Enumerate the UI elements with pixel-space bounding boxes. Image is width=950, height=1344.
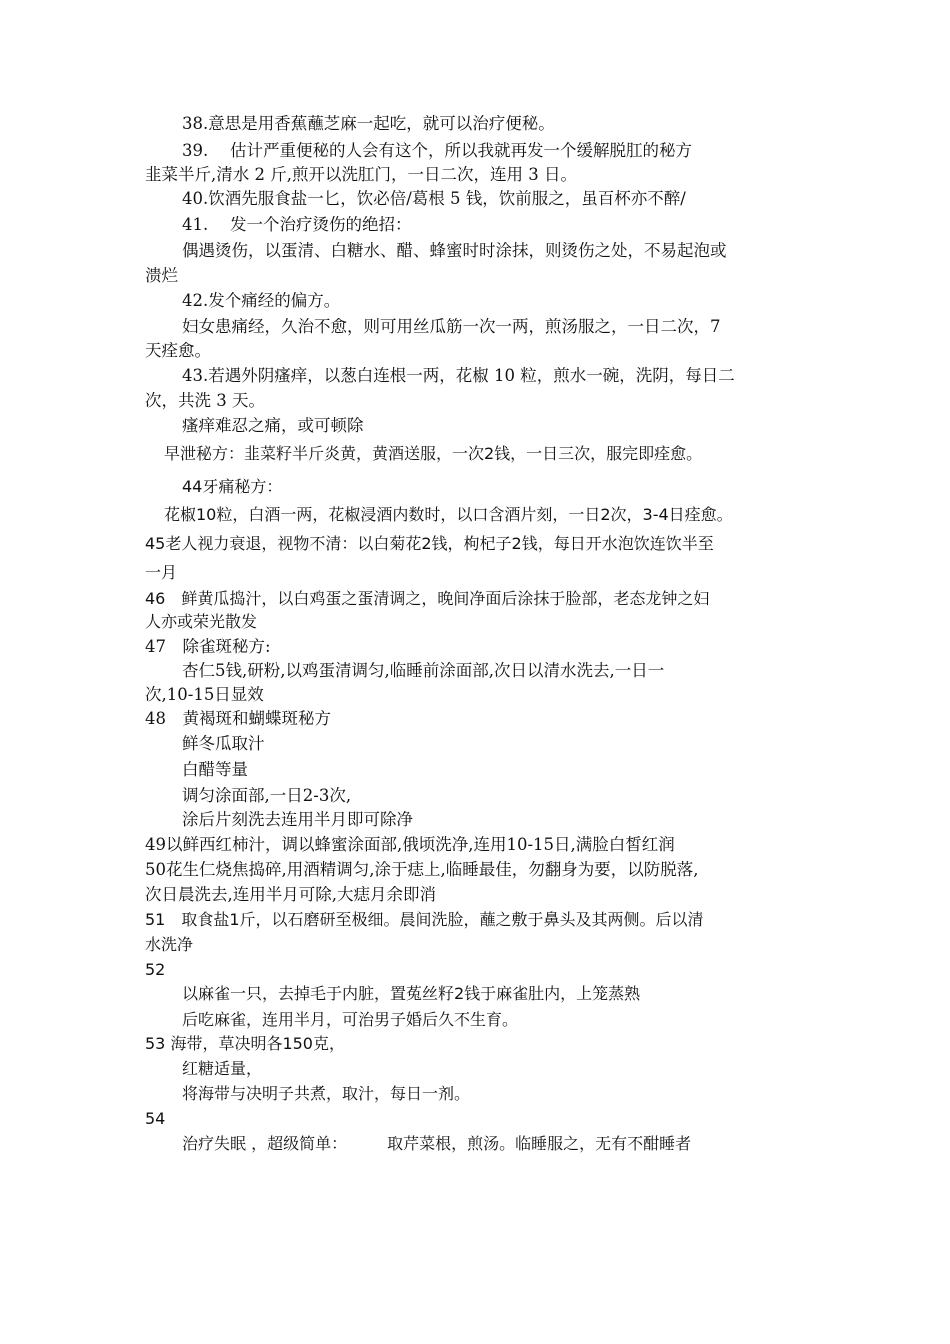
text-line: 溃烂 — [145, 266, 178, 285]
text-line: 治疗失眠 ，超级简单： 取芹菜根，煎汤。临睡服之，无有不酣睡者 — [182, 1134, 692, 1153]
text-line: 44牙痛秘方： — [182, 477, 283, 496]
text-line: 54 — [145, 1109, 166, 1128]
text-line: 调匀涂面部,一日2-3次, — [182, 786, 352, 805]
text-line: 韭菜半斤,清水 2 斤,煎开以洗肛门，一日二次，连用 3 日。 — [145, 165, 577, 184]
text-line: 偶遇烫伤，以蛋清、白糖水、醋、蜂蜜时时涂抹，则烫伤之处，不易起泡或 — [182, 241, 727, 260]
text-line: 53 海带，草决明各150克， — [145, 1034, 345, 1053]
text-line: 49以鲜西红柿汁，调以蜂蜜涂面部,俄顷洗净,连用10-15日,满脸白皙红润 — [145, 835, 675, 854]
text-line: 天痊愈。 — [145, 341, 211, 360]
text-line: 48 黄褐斑和蝴蝶斑秘方 — [145, 709, 331, 728]
text-line: 41. 发一个治疗烫伤的绝招： — [182, 215, 412, 234]
text-line: 妇女患痛经，久治不愈，则可用丝瓜筋一次一两，煎汤服之，一日二次，7 — [182, 317, 721, 336]
text-line: 次，共洗 3 天。 — [145, 391, 265, 410]
text-line: 次日晨洗去,连用半月可除,大痣月余即消 — [145, 885, 436, 904]
text-line: 红糖适量， — [182, 1059, 263, 1078]
text-line: 人亦或荣光散发 — [145, 612, 258, 631]
text-line: 42.发个痛经的偏方。 — [182, 291, 341, 310]
text-line: 50花生仁烧焦捣碎,用酒精调匀,涂于痣上,临睡最佳，勿翻身为要，以防脱落, — [145, 860, 699, 879]
text-line: 瘙痒难忍之痛，或可顿除 — [182, 416, 364, 435]
text-line: 鲜冬瓜取汁 — [182, 734, 265, 753]
text-line: 47 除雀斑秘方: — [145, 637, 271, 656]
text-line: 40.饮酒先服食盐一匕，饮必倍/葛根 5 钱，饮前服之，虽百杯亦不醉/ — [182, 189, 686, 208]
text-line: 39. 估计严重便秘的人会有这个，所以我就再发一个缓解脱肛的秘方 — [182, 141, 692, 160]
text-line: 将海带与决明子共煮，取汁，每日一剂。 — [182, 1084, 471, 1103]
text-line: 水洗净 — [145, 935, 194, 954]
text-line: 45老人视力衰退，视物不清：以白菊花2钱，枸杞子2钱，每日开水泡饮连饮半至 — [145, 534, 714, 553]
text-line: 46 鲜黄瓜捣汁，以白鸡蛋之蛋清调之，晚间净面后涂抹于脸部，老态龙钟之妇 — [145, 589, 710, 608]
text-line: 花椒10粒，白酒一两，花椒浸酒内数时，以口含酒片刻，一日2次，3-4日痊愈。 — [164, 505, 733, 524]
text-line: 涂后片刻洗去连用半月即可除净 — [182, 810, 413, 829]
text-line: 一月 — [145, 563, 178, 582]
text-line: 杏仁5钱,研粉,以鸡蛋清调匀,临睡前涂面部,次日以清水洗去,一日一 — [182, 661, 665, 680]
text-line: 38.意思是用香蕉蘸芝麻一起吃，就可以治疗便秘。 — [182, 114, 555, 133]
text-line: 51 取食盐1斤，以石磨研至极细。晨间洗脸，蘸之敷于鼻头及其两侧。后以清 — [145, 910, 704, 929]
text-line: 次,10-15日显效 — [145, 685, 264, 704]
text-line: 白醋等量 — [182, 760, 248, 779]
text-line: 以麻雀一只，去掉毛于内脏，置菟丝籽2钱于麻雀肚内，上笼蒸熟 — [182, 984, 641, 1003]
text-line: 43.若遇外阴瘙痒，以葱白连根一两，花椒 10 粒，煎水一碗，洗阴，每日二 — [182, 366, 735, 385]
text-line: 早泄秘方：韭菜籽半斤炎黄，黄酒送服，一次2钱，一日三次，服完即痊愈。 — [164, 444, 703, 463]
text-line: 52 — [145, 960, 166, 979]
text-line: 后吃麻雀，连用半月，可治男子婚后久不生育。 — [182, 1010, 519, 1029]
